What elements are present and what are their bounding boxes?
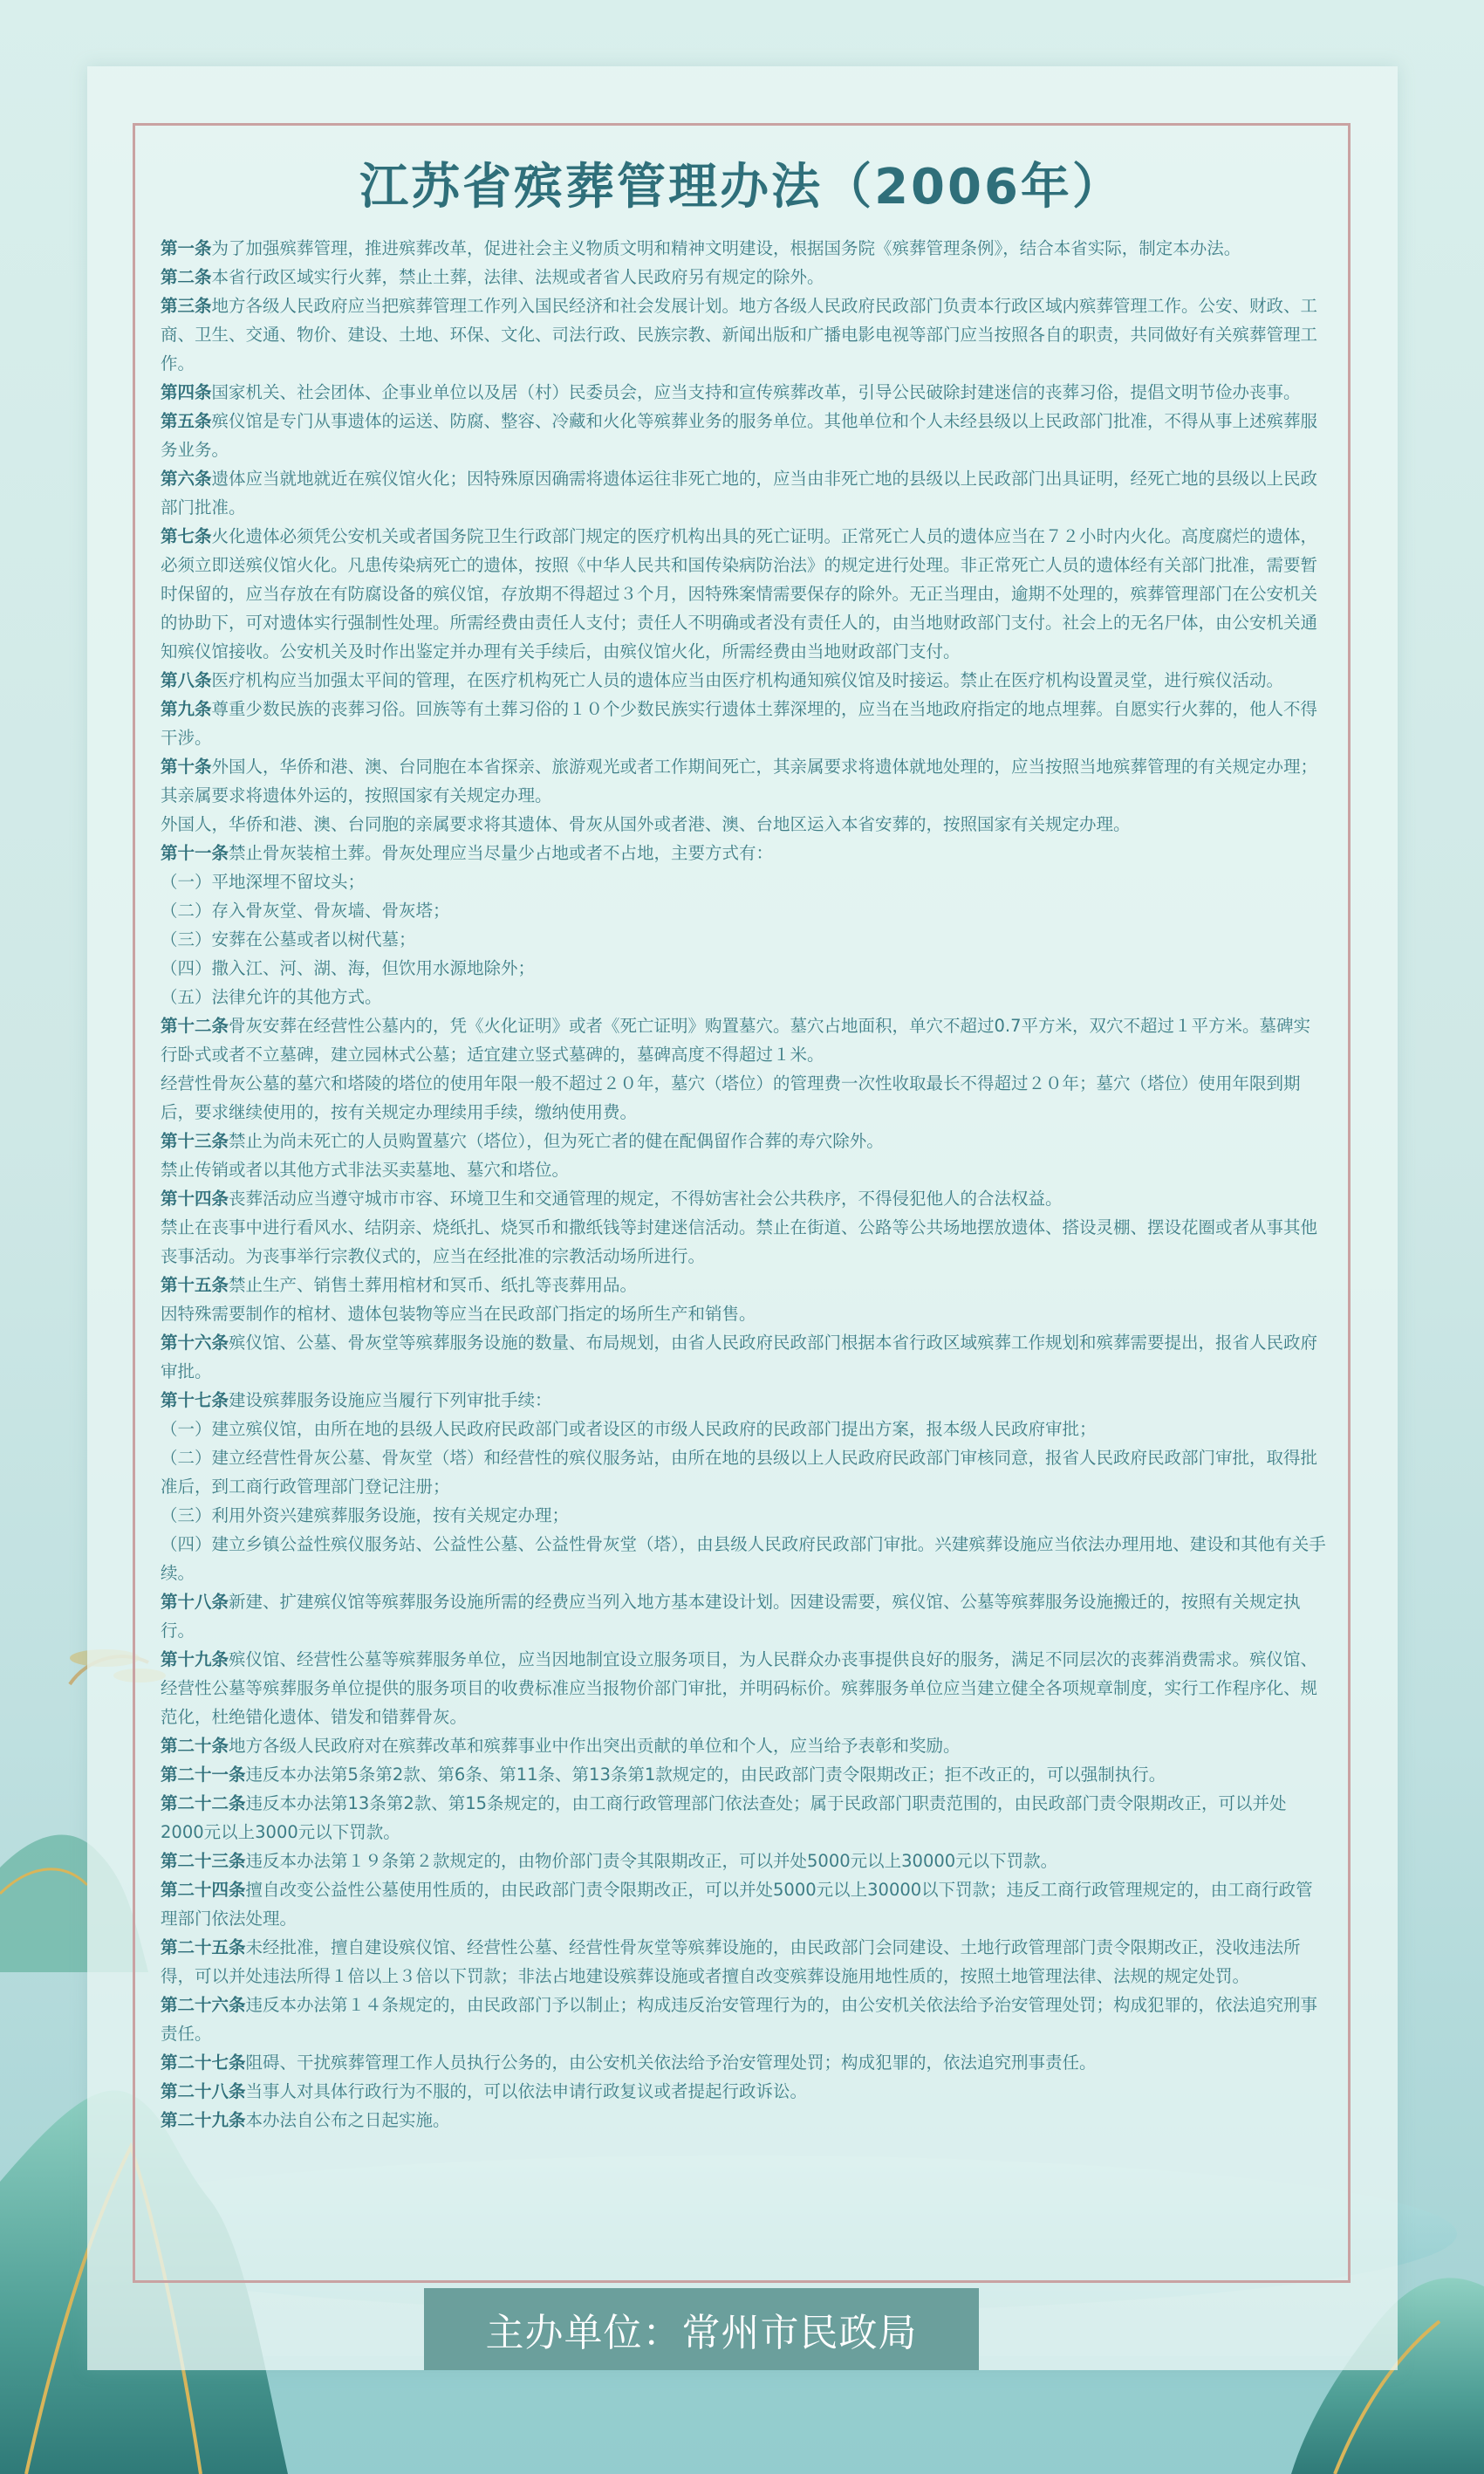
article-number: 第五条	[161, 411, 212, 431]
article-number: 第二条	[161, 267, 212, 287]
article-number: 第二十七条	[161, 2053, 246, 2073]
article-paragraph	[161, 896, 1326, 925]
article-text: 禁止为尚未死亡的人员购置墓穴（塔位），但为死亡者的健在配偶留作合葬的寿穴除外。	[229, 1131, 884, 1151]
article-paragraph	[161, 1789, 1326, 1847]
article-paragraph	[161, 1184, 1326, 1213]
article-text: 禁止在丧事中进行看风水、结阴亲、烧纸扎、烧冥币和撒纸钱等封建迷信活动。禁止在街道、公路等公共场地摆放遗体、搭设灵棚、摆设花圈或者从事其他丧事活动。为丧事举行宗教仪式的，应当在经批准的宗教活动场所进行。	[161, 1217, 1318, 1266]
article-paragraph	[161, 1991, 1326, 2048]
article-text: 殡仪馆、经营性公墓等殡葬服务单位，应当因地制宜设立服务项目，为人民群众办丧事提供良好的服务，满足不同层次的丧葬消费需求。殡仪馆、经营性公墓等殡葬服务单位提供的服务项目的收费标准应当报物价部门审批，并明码标价。殡葬服务单位应当建立健全各项规章制度，实行工作程序化、规范化，杜绝错化遗体、错发和错葬骨灰。	[161, 1649, 1318, 1727]
article-number: 第二十一条	[161, 1765, 246, 1785]
article-text: （二）存入骨灰堂、骨灰墙、骨灰塔；	[161, 901, 450, 921]
article-text: 地方各级人民政府应当把殡葬管理工作列入国民经济和社会发展计划。地方各级人民政府民政部门负责本行政区域内殡葬管理工作。公安、财政、工商、卫生、交通、物价、建设、土地、环保、文化、司法行政、民族宗教、新闻出版和广播电影电视等部门应当按照各自的职责，共同做好有关殡葬管理工作。	[161, 296, 1318, 373]
organizer-label: 主办单位：常州市民政局	[485, 2311, 918, 2355]
article-text: （一）平地深埋不留坟头；	[161, 872, 366, 892]
article-paragraph	[161, 1127, 1326, 1155]
article-text: 火化遗体必须凭公安机关或者国务院卫生行政部门规定的医疗机构出具的死亡证明。正常死亡人员的遗体应当在７２小时内火化。高度腐烂的遗体，必须立即送殡仪馆火化。凡患传染病死亡的遗体，按照《中华人民共和国传染病防治法》的规定进行处理。非正常死亡人员的遗体经有关部门批准，需要暂时保留的，应当存放在有防腐设备的殡仪馆，存放期不得超过３个月，因特殊案情需要保存的除外。无正当理由，逾期不处理的，殡葬管理部门在公安机关的协助下，可对遗体实行强制性处理。所需经费由责任人支付；责任人不明确或者没有责任人的，由当地财政部门支付。社会上的无名尸体，由公安机关通知殡仪馆接收。公安机关及时作出鉴定并办理有关手续后，由殡仪馆火化，所需经费由当地财政部门支付。	[161, 526, 1318, 661]
article-paragraph	[161, 1443, 1326, 1501]
article-text: 遗体应当就地就近在殡仪馆火化；因特殊原因确需将遗体运往非死亡地的，应当由非死亡地的县级以上民政部门出具证明，经死亡地的县级以上民政部门批准。	[161, 469, 1318, 517]
article-text: 建设殡葬服务设施应当履行下列审批手续：	[229, 1390, 552, 1410]
article-text: 殡仪馆、公墓、骨灰堂等殡葬服务设施的数量、布局规划，由省人民政府民政部门根据本省行政区域殡葬工作规划和殡葬需要提出，报省人民政府审批。	[161, 1333, 1318, 1381]
article-paragraph	[161, 1875, 1326, 1933]
article-paragraph	[161, 1213, 1326, 1271]
article-number: 第四条	[161, 382, 212, 402]
article-text: （三）利用外资兴建殡葬服务设施，按有关规定办理；	[161, 1505, 570, 1525]
article-text: 禁止生产、销售土葬用棺材和冥币、纸扎等丧葬用品。	[229, 1275, 638, 1295]
article-number: 第十七条	[161, 1390, 229, 1410]
article-number: 第十八条	[161, 1592, 229, 1612]
article-paragraph	[161, 1328, 1326, 1386]
article-number: 第六条	[161, 469, 212, 489]
article-text: 医疗机构应当加强太平间的管理，在医疗机构死亡人员的遗体应当由医疗机构通知殡仪馆及时接运。禁止在医疗机构设置灵堂，进行殡仪活动。	[211, 670, 1284, 690]
article-number: 第十六条	[161, 1333, 229, 1353]
article-number: 第二十三条	[161, 1851, 246, 1871]
article-paragraph	[161, 522, 1326, 666]
article-text: 违反本办法第１９条第２款规定的，由物价部门责令其限期改正，可以并处5000元以上30000元以下罚款。	[245, 1851, 1058, 1871]
article-paragraph	[161, 1847, 1326, 1875]
article-text: 外国人，华侨和港、澳、台同胞在本省探亲、旅游观光或者工作期间死亡，其亲属要求将遗体就地处理的，应当按照当地殡葬管理的有关规定办理；其亲属要求将遗体外运的，按照国家有关规定办理。	[161, 757, 1318, 805]
article-paragraph	[161, 1530, 1326, 1587]
article-number: 第十一条	[161, 843, 229, 863]
article-number: 第三条	[161, 296, 212, 316]
article-paragraph	[161, 666, 1326, 695]
article-text: 本省行政区域实行火葬，禁止土葬，法律、法规或者省人民政府另有规定的除外。	[211, 267, 824, 287]
article-text: （五）法律允许的其他方式。	[161, 987, 382, 1007]
article-paragraph	[161, 983, 1326, 1011]
article-paragraph	[161, 1645, 1326, 1731]
article-paragraph	[161, 2077, 1326, 2106]
article-number: 第二十四条	[161, 1880, 246, 1900]
article-number: 第九条	[161, 699, 212, 719]
article-paragraph	[161, 1011, 1326, 1069]
article-text: 当事人对具体行政行为不服的，可以依法申请行政复议或者提起行政诉讼。	[245, 2081, 808, 2101]
article-number: 第二十条	[161, 1736, 229, 1756]
article-paragraph	[161, 2048, 1326, 2077]
page-title: 江苏省殡葬管理办法（2006年）	[359, 159, 1124, 216]
article-list	[161, 234, 1326, 2135]
article-number: 第二十九条	[161, 2110, 246, 2130]
article-number: 第二十二条	[161, 1793, 246, 1813]
article-text: 骨灰安葬在经营性公墓内的，凭《火化证明》或者《死亡证明》购置墓穴。墓穴占地面积，单穴不超过0.7平方米，双穴不超过１平方米。墓碑实行卧式或者不立墓碑，建立园林式公墓；适宜建立竖式墓碑的，墓碑高度不得超过１米。	[161, 1016, 1311, 1065]
article-number: 第一条	[161, 238, 212, 258]
article-text: 禁止传销或者以其他方式非法买卖墓地、墓穴和塔位。	[161, 1160, 570, 1180]
article-number: 第八条	[161, 670, 212, 690]
article-number: 第十四条	[161, 1189, 229, 1209]
article-paragraph	[161, 464, 1326, 522]
article-number: 第二十六条	[161, 1995, 246, 2015]
article-number: 第十九条	[161, 1649, 229, 1669]
article-paragraph	[161, 1760, 1326, 1789]
article-number: 第十五条	[161, 1275, 229, 1295]
article-paragraph	[161, 291, 1326, 378]
article-text: （三）安葬在公墓或者以树代墓；	[161, 929, 416, 949]
article-number: 第十条	[161, 757, 212, 777]
article-text: （二）建立经营性骨灰公墓、骨灰堂（塔）和经营性的殡仪服务站，由所在地的县级以上人民政府民政部门审核同意，报省人民政府民政部门审批，取得批准后，到工商行政管理部门登记注册；	[161, 1448, 1318, 1497]
article-paragraph	[161, 2106, 1326, 2135]
article-paragraph	[161, 1299, 1326, 1328]
article-paragraph	[161, 1415, 1326, 1443]
article-paragraph	[161, 1386, 1326, 1415]
article-text: 殡仪馆是专门从事遗体的运送、防腐、整容、冷藏和火化等殡葬业务的服务单位。其他单位和个人未经县级以上民政部门批准，不得从事上述殡葬服务业务。	[161, 411, 1318, 460]
article-text: 违反本办法第１４条规定的，由民政部门予以制止；构成违反治安管理行为的，由公安机关依法给予治安管理处罚；构成犯罪的，依法追究刑事责任。	[161, 1995, 1318, 2044]
article-text: 本办法自公布之日起实施。	[245, 2110, 450, 2130]
footer-banner	[424, 2288, 979, 2370]
article-number: 第二十八条	[161, 2081, 246, 2101]
article-text: 未经批准，擅自建设殡仪馆、经营性公墓、经营性骨灰堂等殡葬设施的，由民政部门会同建设、土地行政管理部门责令限期改正，没收违法所得，可以并处违法所得１倍以上３倍以下罚款；非法占地建设殡葬设施或者擅自改变殡葬设施用地性质的，按照土地管理法律、法规的规定处罚。	[161, 1937, 1301, 1986]
article-text: 违反本办法第13条第2款、第15条规定的，由工商行政管理部门依法查处；属于民政部门职责范围的，由民政部门责令限期改正，可以并处2000元以上3000元以下罚款。	[161, 1793, 1287, 1842]
article-text: 新建、扩建殡仪馆等殡葬服务设施所需的经费应当列入地方基本建设计划。因建设需要，殡仪馆、公墓等殡葬服务设施搬迁的，按照有关规定执行。	[161, 1592, 1301, 1641]
article-paragraph	[161, 695, 1326, 752]
article-paragraph	[161, 954, 1326, 983]
article-paragraph	[161, 925, 1326, 954]
article-paragraph	[161, 1069, 1326, 1127]
article-text: 尊重少数民族的丧葬习俗。回族等有土葬习俗的１０个少数民族实行遗体土葬深埋的，应当在当地政府指定的地点埋葬。自愿实行火葬的，他人不得干涉。	[161, 699, 1318, 748]
article-text: 擅自改变公益性公墓使用性质的，由民政部门责令限期改正，可以并处5000元以上30000以下罚款；违反工商行政管理规定的，由工商行政管理部门依法处理。	[161, 1880, 1313, 1929]
article-paragraph	[161, 1271, 1326, 1299]
article-paragraph	[161, 1501, 1326, 1530]
article-paragraph	[161, 407, 1326, 464]
article-paragraph	[161, 810, 1326, 839]
article-text: 因特殊需要制作的棺材、遗体包装物等应当在民政部门指定的场所生产和销售。	[161, 1304, 756, 1324]
article-paragraph	[161, 263, 1326, 291]
article-text: （一）建立殡仪馆，由所在地的县级人民政府民政部门或者设区的市级人民政府的民政部门提出方案，报本级人民政府审批；	[161, 1419, 1097, 1439]
article-text: 丧葬活动应当遵守城市市容、环境卫生和交通管理的规定，不得妨害社会公共秩序，不得侵犯他人的合法权益。	[229, 1189, 1063, 1209]
article-text: 为了加强殡葬管理，推进殡葬改革，促进社会主义物质文明和精神文明建设，根据国务院《殡葬管理条例》，结合本省实际，制定本办法。	[211, 238, 1241, 258]
article-paragraph	[161, 234, 1326, 263]
article-text: 经营性骨灰公墓的墓穴和塔陵的塔位的使用年限一般不超过２０年，墓穴（塔位）的管理费一次性收取最长不得超过２０年；墓穴（塔位）使用年限到期后，要求继续使用的，按有关规定办理续用手续，缴纳使用费。	[161, 1073, 1301, 1122]
article-text: 外国人，华侨和港、澳、台同胞的亲属要求将其遗体、骨灰从国外或者港、澳、台地区运入本省安葬的，按照国家有关规定办理。	[161, 814, 1131, 834]
article-paragraph	[161, 1155, 1326, 1184]
article-text: 违反本办法第5条第2款、第6条、第11条、第13条第1款规定的，由民政部门责令限期改正；拒不改正的，可以强制执行。	[245, 1765, 1166, 1785]
article-paragraph	[161, 378, 1326, 407]
article-paragraph	[161, 867, 1326, 896]
article-text: （四）撒入江、河、湖、海，但饮用水源地除外；	[161, 958, 536, 978]
article-number: 第二十五条	[161, 1937, 246, 1957]
article-text: （四）建立乡镇公益性殡仪服务站、公益性公墓、公益性骨灰堂（塔），由县级人民政府民政部门审批。兴建殡葬设施应当依法办理用地、建设和其他有关手续。	[161, 1534, 1326, 1583]
article-number: 第十二条	[161, 1016, 229, 1036]
article-number: 第七条	[161, 526, 212, 546]
article-paragraph	[161, 839, 1326, 867]
article-text: 国家机关、社会团体、企事业单位以及居（村）民委员会，应当支持和宣传殡葬改革，引导公民破除封建迷信的丧葬习俗，提倡文明节俭办丧事。	[211, 382, 1301, 402]
article-text: 禁止骨灰装棺土葬。骨灰处理应当尽量少占地或者不占地，主要方式有：	[229, 843, 774, 863]
article-text: 地方各级人民政府对在殡葬改革和殡葬事业中作出突出贡献的单位和个人，应当给予表彰和奖励。	[229, 1736, 961, 1756]
article-paragraph	[161, 1933, 1326, 1991]
article-number: 第十三条	[161, 1131, 229, 1151]
article-paragraph	[161, 752, 1326, 810]
article-text: 阻碍、干扰殡葬管理工作人员执行公务的，由公安机关依法给予治安管理处罚；构成犯罪的，依法追究刑事责任。	[245, 2053, 1097, 2073]
article-paragraph	[161, 1587, 1326, 1645]
article-paragraph	[161, 1731, 1326, 1760]
